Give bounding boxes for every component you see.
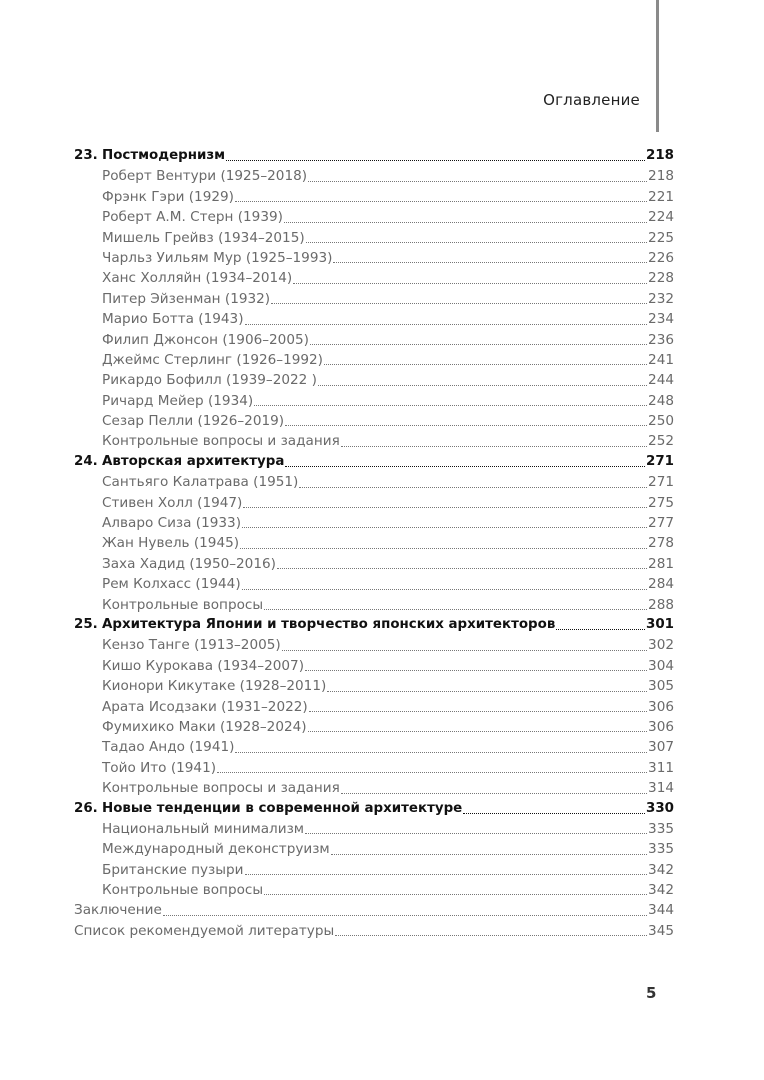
- toc-section-entry[interactable]: [74, 554, 674, 574]
- toc-section-entry[interactable]: [74, 309, 674, 329]
- entry-title: Кишо Курокава (1934–2007): [102, 657, 305, 674]
- entry-page-number: 226: [648, 249, 674, 266]
- entry-page-number: 271: [648, 474, 674, 491]
- toc-chapter-entry[interactable]: [74, 615, 674, 635]
- entry-title: Алваро Сиза (1933): [102, 515, 242, 532]
- entry-title: Национальный минимализм: [102, 820, 305, 837]
- entry-page-number: 277: [648, 515, 674, 532]
- entry-title: Британские пузыри: [102, 861, 244, 878]
- entry-title: Ричард Мейер (1934): [102, 392, 254, 409]
- entry-title: Архитектура Японии и творчество японских архитекторов: [102, 616, 556, 632]
- toc-section-entry[interactable]: [74, 493, 674, 513]
- entry-title: Ханс Холляйн (1934–2014): [102, 270, 293, 287]
- entry-title: Кензо Танге (1913–2005): [102, 637, 281, 654]
- dot-leader: [285, 425, 647, 426]
- dot-leader: [254, 405, 647, 406]
- dot-leader: [318, 385, 647, 386]
- toc-section-entry[interactable]: [74, 289, 674, 309]
- entry-page-number: 307: [648, 739, 674, 756]
- entry-title: Тадао Андо (1941): [102, 739, 235, 756]
- toc-section-entry[interactable]: [74, 370, 674, 390]
- entry-page-number: 344: [648, 902, 674, 919]
- entry-title: Сезар Пелли (1926–2019): [102, 413, 285, 430]
- dot-leader: [335, 935, 647, 936]
- chapter-number: 25.: [74, 616, 98, 632]
- toc-section-entry[interactable]: [74, 880, 674, 900]
- entry-page-number: 271: [646, 453, 674, 469]
- entry-title: Международный деконструизм: [102, 841, 330, 858]
- entry-page-number: 228: [648, 270, 674, 287]
- page-number: 5: [646, 984, 657, 1002]
- dot-leader: [305, 833, 647, 834]
- toc-section-entry[interactable]: [74, 350, 674, 370]
- entry-page-number: 234: [648, 311, 674, 328]
- toc-section-entry[interactable]: [74, 228, 674, 248]
- entry-page-number: 306: [648, 718, 674, 735]
- dot-leader: [163, 915, 647, 916]
- entry-title: Тойо Ито (1941): [102, 759, 217, 776]
- dot-leader: [308, 181, 647, 182]
- entry-title: Контрольные вопросы: [102, 596, 264, 613]
- entry-title: Питер Эйзенман (1932): [102, 290, 271, 307]
- entry-page-number: 345: [648, 922, 674, 939]
- entry-page-number: 314: [648, 780, 674, 797]
- toc-section-entry[interactable]: [74, 268, 674, 288]
- entry-title: Список рекомендуемой литературы: [74, 922, 335, 939]
- entry-title: Новые тенденции в современной архитектуре: [102, 800, 463, 816]
- entry-page-number: 236: [648, 331, 674, 348]
- dot-leader: [235, 201, 647, 202]
- entry-page-number: 241: [648, 351, 674, 368]
- toc-chapter-entry[interactable]: [74, 452, 674, 472]
- toc-chapter-entry[interactable]: [74, 799, 674, 819]
- running-title: Оглавление: [543, 91, 640, 109]
- entry-page-number: 250: [648, 413, 674, 430]
- toc-section-entry[interactable]: [74, 656, 674, 676]
- dot-leader: [285, 466, 645, 467]
- entry-page-number: 275: [648, 494, 674, 511]
- toc-section-entry[interactable]: [74, 330, 674, 350]
- entry-page-number: 281: [648, 555, 674, 572]
- entry-page-number: 304: [648, 657, 674, 674]
- entry-page-number: 225: [648, 229, 674, 246]
- toc-section-entry[interactable]: [74, 758, 674, 778]
- toc-section-entry[interactable]: [74, 717, 674, 737]
- entry-page-number: 232: [648, 290, 674, 307]
- entry-page-number: 252: [648, 433, 674, 450]
- entry-title: Авторская архитектура: [102, 453, 285, 469]
- toc-section-entry[interactable]: [74, 819, 674, 839]
- toc-backmatter-entry[interactable]: [74, 900, 674, 920]
- toc-section-entry[interactable]: [74, 472, 674, 492]
- dot-leader: [240, 548, 647, 549]
- header-vertical-rule: [656, 0, 659, 132]
- toc-backmatter-entry[interactable]: [74, 921, 674, 941]
- entry-page-number: 302: [648, 637, 674, 654]
- entry-title: Роберт А.М. Стерн (1939): [102, 209, 283, 226]
- entry-title: Арата Исодзаки (1931–2022): [102, 698, 308, 715]
- entry-title: Контрольные вопросы и задания: [102, 433, 340, 450]
- dot-leader: [341, 446, 647, 447]
- entry-page-number: 301: [646, 616, 674, 632]
- entry-title: Мишель Грейвз (1934–2015): [102, 229, 305, 246]
- entry-page-number: 342: [648, 882, 674, 899]
- entry-title: Постмодернизм: [102, 148, 226, 163]
- dot-leader: [305, 670, 647, 671]
- entry-page-number: 288: [648, 596, 674, 613]
- toc-section-entry[interactable]: [74, 207, 674, 227]
- entry-page-number: 311: [648, 759, 674, 776]
- toc-section-entry[interactable]: [74, 839, 674, 859]
- toc-section-entry[interactable]: [74, 574, 674, 594]
- entry-title: Стивен Холл (1947): [102, 494, 243, 511]
- toc-section-entry[interactable]: [74, 676, 674, 696]
- entry-title: Кионори Кикутаке (1928–2011): [102, 678, 327, 695]
- entry-page-number: 224: [648, 209, 674, 226]
- toc-section-entry[interactable]: [74, 697, 674, 717]
- dot-leader: [264, 609, 647, 610]
- toc-section-entry[interactable]: [74, 533, 674, 553]
- entry-title: Филип Джонсон (1906–2005): [102, 331, 309, 348]
- entry-page-number: 244: [648, 372, 674, 389]
- dot-leader: [277, 568, 647, 569]
- chapter-number: 24.: [74, 453, 98, 469]
- entry-page-number: 305: [648, 678, 674, 695]
- entry-page-number: 330: [646, 800, 674, 816]
- dot-leader: [245, 874, 648, 875]
- entry-page-number: 221: [648, 188, 674, 205]
- dot-leader: [299, 487, 647, 488]
- toc-section-entry[interactable]: [74, 635, 674, 655]
- dot-leader: [327, 691, 647, 692]
- toc-section-entry[interactable]: [74, 411, 674, 431]
- dot-leader: [331, 854, 647, 855]
- toc-chapter-entry[interactable]: [74, 146, 674, 166]
- dot-leader: [333, 262, 647, 263]
- dot-leader: [242, 589, 647, 590]
- chapter-number: 23.: [74, 148, 98, 163]
- entry-title: Фрэнк Гэри (1929): [102, 188, 234, 205]
- toc-section-entry[interactable]: [74, 860, 674, 880]
- dot-leader: [243, 507, 647, 508]
- dot-leader: [341, 793, 647, 794]
- dot-leader: [271, 303, 647, 304]
- dot-leader: [293, 283, 647, 284]
- entry-title: Рем Колхасс (1944): [102, 576, 241, 593]
- entry-title: Сантьяго Калатрава (1951): [102, 474, 299, 491]
- toc-section-entry[interactable]: [74, 248, 674, 268]
- toc-section-entry[interactable]: [74, 778, 674, 798]
- dot-leader: [235, 752, 647, 753]
- entry-title: Контрольные вопросы: [102, 882, 264, 899]
- dot-leader: [245, 324, 648, 325]
- toc-section-entry[interactable]: [74, 166, 674, 186]
- entry-page-number: 306: [648, 698, 674, 715]
- entry-title: Фумихико Маки (1928–2024): [102, 718, 307, 735]
- toc-section-entry[interactable]: [74, 391, 674, 411]
- toc-section-entry[interactable]: [74, 513, 674, 533]
- toc-section-entry[interactable]: [74, 737, 674, 757]
- entry-page-number: 218: [648, 168, 674, 185]
- entry-page-number: 335: [648, 841, 674, 858]
- dot-leader: [309, 711, 647, 712]
- entry-title: Заха Хадид (1950–2016): [102, 555, 276, 572]
- dot-leader: [217, 772, 647, 773]
- dot-leader: [242, 527, 647, 528]
- entry-page-number: 342: [648, 861, 674, 878]
- entry-page-number: 278: [648, 535, 674, 552]
- dot-leader: [556, 629, 645, 630]
- dot-leader: [463, 813, 645, 814]
- entry-title: Марио Ботта (1943): [102, 311, 244, 328]
- dot-leader: [310, 344, 647, 345]
- entry-title: Заключение: [74, 902, 162, 919]
- dot-leader: [306, 242, 647, 243]
- dot-leader: [264, 894, 647, 895]
- chapter-number: 26.: [74, 800, 98, 816]
- entry-title: Чарльз Уильям Мур (1925–1993): [102, 249, 333, 266]
- dot-leader: [282, 650, 647, 651]
- dot-leader: [226, 160, 645, 161]
- toc-section-entry[interactable]: [74, 595, 674, 615]
- entry-page-number: 284: [648, 576, 674, 593]
- toc-section-entry[interactable]: [74, 187, 674, 207]
- toc-section-entry[interactable]: [74, 431, 674, 451]
- table-of-contents: [74, 146, 674, 941]
- entry-page-number: 248: [648, 392, 674, 409]
- entry-title: Контрольные вопросы и задания: [102, 780, 340, 797]
- entry-title: Джеймс Стерлинг (1926–1992): [102, 351, 323, 368]
- dot-leader: [308, 731, 647, 732]
- entry-title: Рикардо Бофилл (1939–2022 ): [102, 372, 317, 389]
- entry-page-number: 335: [648, 820, 674, 837]
- entry-title: Жан Нувель (1945): [102, 535, 240, 552]
- dot-leader: [324, 364, 647, 365]
- entry-page-number: 218: [646, 148, 674, 163]
- dot-leader: [284, 222, 647, 223]
- entry-title: Роберт Вентури (1925–2018): [102, 168, 308, 185]
